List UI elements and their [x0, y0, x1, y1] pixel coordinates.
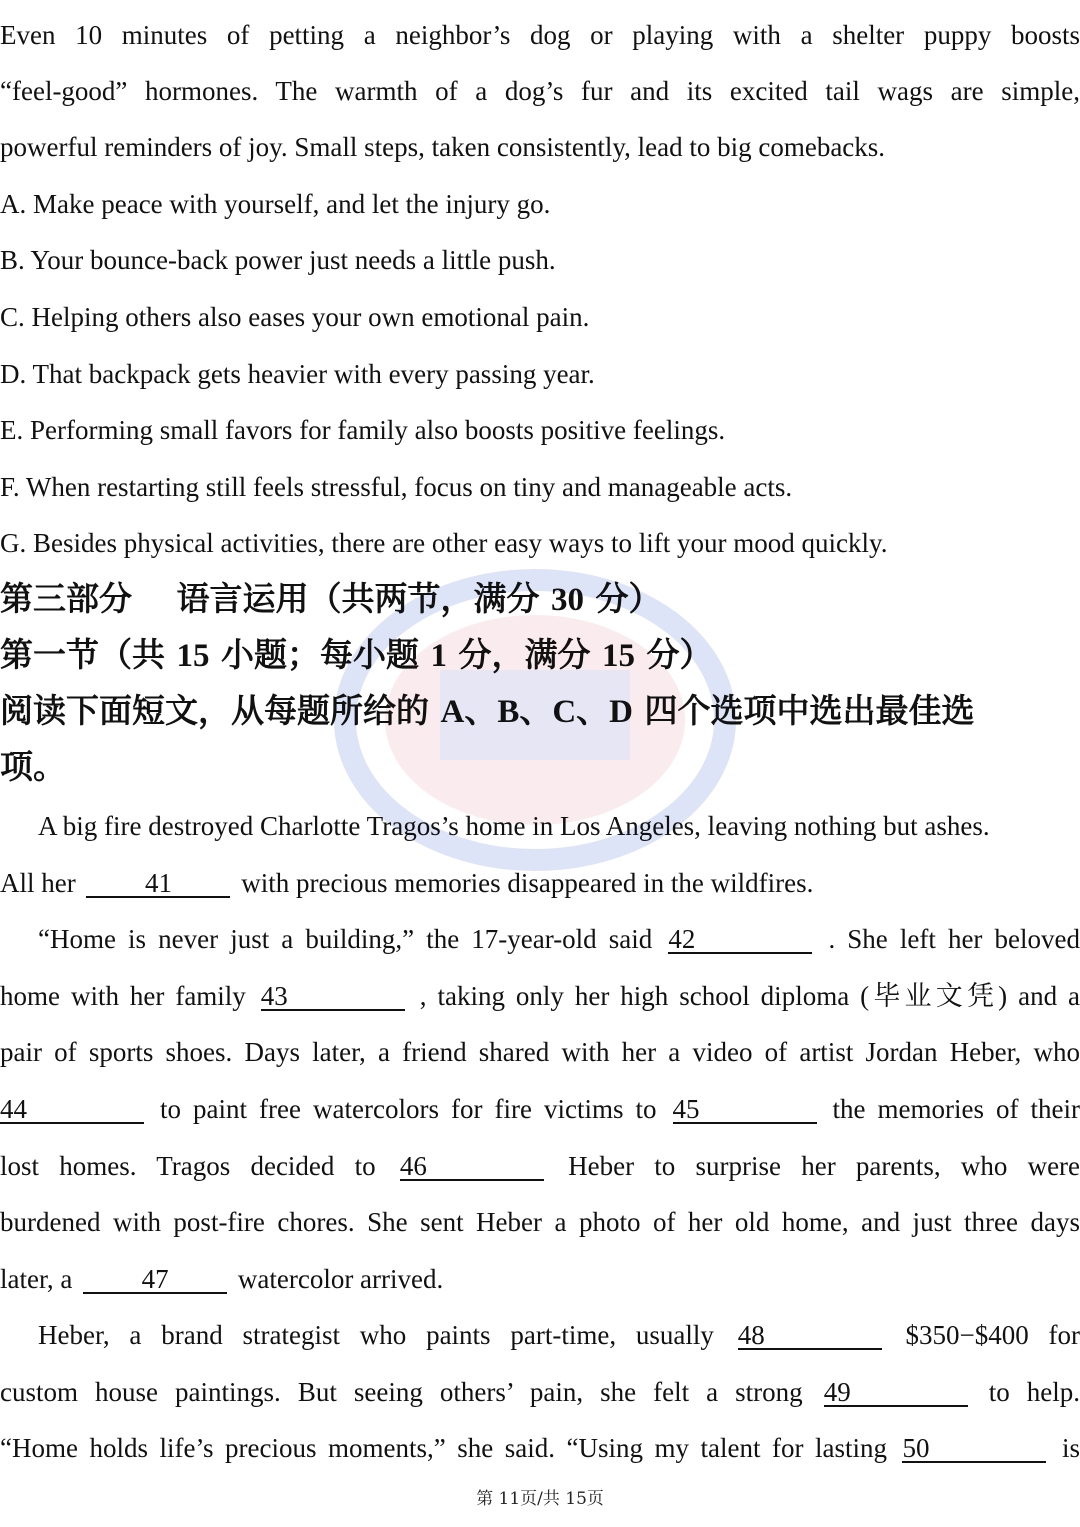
section-heading: 第一节（共 15 小题；每小题 1 分，满分 15 分） — [0, 635, 713, 674]
instruction-line-1: 阅读下面短文，从每题所给的 A、B、C、D 四个选项中选出最佳选 — [0, 691, 975, 730]
blank-50[interactable]: 50 — [902, 1435, 1046, 1463]
passage-line-9: later, a 47 watercolor arrived. — [0, 1264, 444, 1294]
intro-line-3: powerful reminders of joy. Small steps, taken consistently, lead to big comebacks. — [0, 132, 886, 162]
blank-48[interactable]: 48 — [738, 1322, 882, 1350]
blank-46[interactable]: 46 — [400, 1153, 544, 1181]
option-a: A. Make peace with yourself, and let the injury go. — [0, 189, 551, 219]
blank-44[interactable]: 44 — [0, 1096, 144, 1124]
passage-line-4: home with her family 43 , taking only her high school diploma (毕业文凭) and a — [0, 981, 1080, 1011]
option-f: F. When restarting still feels stressful, focus on tiny and manageable acts. — [0, 472, 793, 502]
passage-line-1: A big fire destroyed Charlotte Tragos’s home in Los Angeles, leaving nothing but ashes. — [38, 811, 990, 841]
passage-line-2: All her 41 with precious memories disappeared in the wildfires. — [0, 868, 814, 898]
blank-42[interactable]: 42 — [668, 926, 812, 954]
instruction-line-2: 项。 — [0, 747, 66, 786]
blank-41[interactable]: 41 — [86, 870, 230, 898]
option-b: B. Your bounce-back power just needs a little push. — [0, 245, 556, 275]
passage-line-12: “Home holds life’s precious moments,” she said. “Using my talent for lasting 50 is — [0, 1433, 1080, 1463]
blank-47[interactable]: 47 — [83, 1266, 227, 1294]
intro-line-1: Even 10 minutes of petting a neighbor’s dog or playing with a shelter puppy boosts — [0, 20, 1080, 50]
passage-line-5: pair of sports shoes. Days later, a friend shared with her a video of artist Jordan Heber, who — [0, 1037, 1080, 1067]
option-g: G. Besides physical activities, there are other easy ways to lift your mood quickly. — [0, 528, 888, 558]
page-footer: 第 11页/共 15页 — [476, 1489, 604, 1509]
option-c: C. Helping others also eases your own emotional pain. — [0, 302, 590, 332]
passage-line-3: “Home is never just a building,” the 17-year-old said 42 . She left her beloved — [38, 924, 1080, 954]
part-heading: 第三部分 语言运用（共两节，满分 30 分） — [0, 579, 662, 618]
intro-line-2: “feel-good” hormones. The warmth of a dog’s fur and its excited tail wags are simple, — [0, 76, 1080, 106]
passage-line-6: 44 to paint free watercolors for fire victims to 45 the memories of their — [0, 1094, 1080, 1124]
blank-49[interactable]: 49 — [824, 1379, 968, 1407]
passage-line-7: lost homes. Tragos decided to 46 Heber to surprise her parents, who were — [0, 1151, 1080, 1181]
option-e: E. Performing small favors for family also boosts positive feelings. — [0, 415, 726, 445]
passage-line-11: custom house paintings. But seeing others’ pain, she felt a strong 49 to help. — [0, 1377, 1080, 1407]
passage-line-8: burdened with post-fire chores. She sent Heber a photo of her old home, and just three days — [0, 1207, 1080, 1237]
passage-line-10: Heber, a brand strategist who paints part-time, usually 48 $350−$400 for — [38, 1320, 1080, 1350]
option-d: D. That backpack gets heavier with every passing year. — [0, 359, 595, 389]
blank-43[interactable]: 43 — [261, 983, 405, 1011]
blank-45[interactable]: 45 — [673, 1096, 817, 1124]
